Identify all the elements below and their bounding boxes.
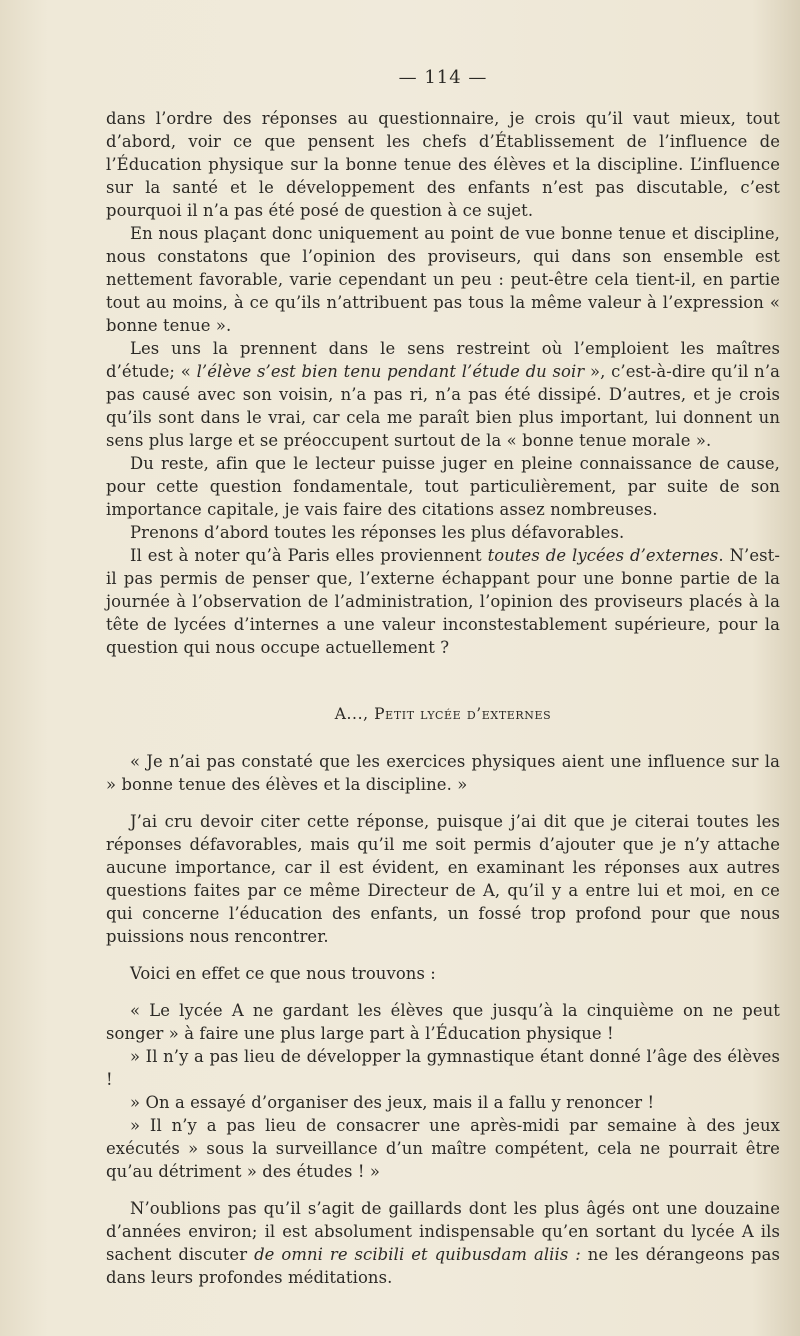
paragraph-9-italic: de omni re scibili et quibusdam aliis : [254, 1245, 581, 1264]
paragraph-7: J’ai cru devoir citer cette réponse, puisque j’ai dit que je citerai toutes les réponses défavorables, mais qu’il me soit permis d’ajouter que je n’y attache aucune importance, car il est évident, en examinant les réponses aux autres questions faites par ce même Directeur de A, qu’il y a entre lui et moi, en ce qui concerne l’éducation des enfants, un fossé trop profond pour que nous puissions nous rencontrer. [106, 812, 780, 946]
paragraph-6-text-b: . N’est-il pas permis de penser que, l’externe échappant pour une bonne partie de la journée à l’observation de l’administration, l’opinion des proviseurs placés à la tête de lycées d’internes a une valeur inconstestablement supérieure, pour la question qui nous occupe actuellement ? [106, 546, 780, 657]
paragraph-5: Prenons d’abord toutes les réponses les plus défavorables. [130, 523, 625, 542]
page-text [106, 66, 780, 1289]
quote-2 [106, 999, 780, 1183]
paragraph-1: dans l’ordre des réponses au questionnaire, je crois qu’il vaut mieux, tout d’abord, voir ce que pensent les chefs d’Établissement de l’influence de l’Éducation physique sur la bonne tenue des élèves et la discipline. L’influence sur la santé et le développement des enfants n’est pas discutable, c’est pourquoi il n’a pas été posé de question à ce sujet. [106, 109, 780, 220]
paragraph-3-text-b: », c’est-à-dire qu’il n’a pas causé avec son voisin, n’a pas ri, n’a pas été dissipé. D’autres, et je crois qu’ils sont dans le vrai, car cela me paraît bien plus important, lui donnent un sens plus large et se préoccupent surtout de la « bonne tenue morale ». [106, 362, 781, 450]
paragraph-9-text-b: ne les dérangeons pas dans leurs profondes méditations. [106, 1245, 780, 1287]
page-number: — 114 — [398, 67, 488, 88]
quote-2-line: » Il n’y a pas lieu de consacrer une après-midi par semaine à des jeux exécutés » sous la surveillance d’un maître compétent, cela ne pourrait être qu’au détriment » des études ! » [106, 1116, 780, 1181]
section-heading-title: Petit lycée d’externes [374, 705, 552, 723]
paragraph-6-italic: toutes de lycées d’externes [487, 546, 719, 565]
paragraph-8: Voici en effet ce que nous trouvons : [130, 964, 436, 983]
paragraph-4: Du reste, afin que le lecteur puisse juger en pleine connaissance de cause, pour cette question fondamentale, tout particulièrement, par suite de son importance capitale, je vais faire des citations assez nombreuses. [106, 454, 780, 519]
paragraph-9 [106, 1197, 780, 1289]
paragraph-6 [106, 544, 780, 659]
paragraph-6-text-a: Il est à noter qu’à Paris elles proviennent [130, 546, 488, 565]
quote-1-text: « Je n’ai pas constaté que les exercices physiques aient une influence sur la » bonne tenue des élèves et la discipline. » [106, 752, 780, 794]
paragraph-9-text-a: N’oublions pas qu’il s’agit de gaillards dont les plus âgés ont une douzaine d’années environ; il est absolument indispensable qu’en sortant du lycée A ils sachent discuter [106, 1199, 780, 1264]
section-heading [106, 703, 780, 726]
paragraph-3-italic: l’élève s’est bien tenu pendant l’étude du soir [196, 362, 585, 381]
paragraph-2: En nous plaçant donc uniquement au point de vue bonne tenue et discipline, nous constatons que l’opinion des proviseurs, qui dans son ensemble est nettement favorable, varie cependant un peu : peut-être cela tient-il, en partie tout au moins, à ce qu’ils n’attribuent pas tous la même valeur à l’expression « bonne tenue ». [106, 224, 780, 335]
quote-2-line: « Le lycée A ne gardant les élèves que jusqu’à la cinquième on ne peut songer » à faire une plus large part à l’Éducation physique ! [106, 1001, 780, 1043]
paragraph-3-text-a: Les uns la prennent dans le sens restreint où l’emploient les maîtres d’étude; « [106, 339, 780, 381]
quote-2-line: » On a essayé d’organiser des jeux, mais il a fallu y renoncer ! [130, 1093, 655, 1112]
paragraph-3 [106, 337, 780, 452]
quote-2-line: » Il n’y a pas lieu de développer la gymnastique étant donné l’âge des élèves ! [106, 1047, 780, 1089]
quote-1 [106, 750, 780, 796]
section-heading-prefix: A..., [334, 705, 375, 723]
